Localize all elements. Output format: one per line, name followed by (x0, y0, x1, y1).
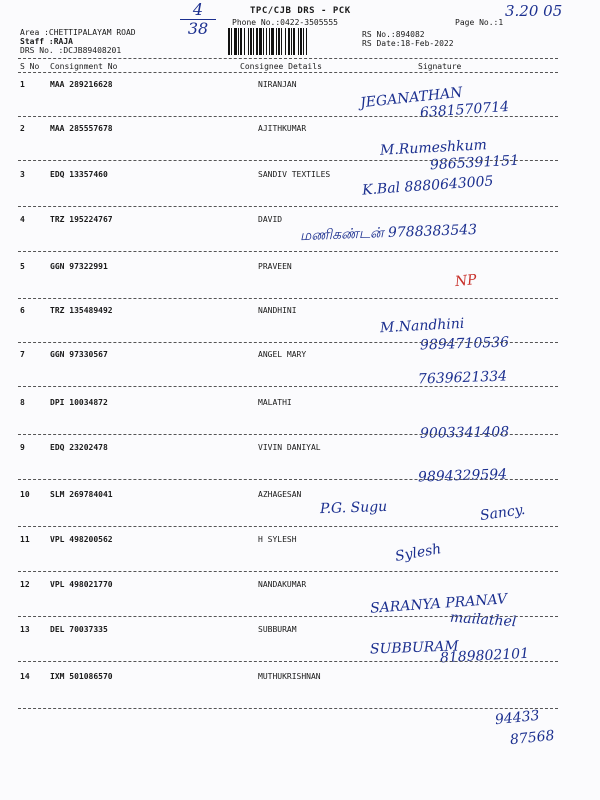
row-phone-handwritten: Sancy. (479, 501, 527, 525)
row-signature: SARANYA PRANAV (369, 591, 508, 617)
row-consignment-no: EDQ 13357460 (50, 170, 108, 179)
staff-label: Staff :RAJA (20, 37, 73, 46)
row-consignment-no: DEL 70037335 (50, 625, 108, 634)
row-phone-handwritten: 8189802101 (439, 645, 530, 667)
row-separator (18, 251, 558, 252)
row-signature: 9894329594 (417, 466, 508, 486)
area-label: Area :CHETTIPALAYAM ROAD (20, 28, 136, 37)
row-sno: 5 (20, 262, 25, 271)
row-consignment-no: MAA 289216628 (50, 80, 113, 89)
row-sno: 7 (20, 350, 25, 359)
row-consignment-no: VPL 498200562 (50, 535, 113, 544)
row-sno: 10 (20, 490, 30, 499)
row-consignment-no: EDQ 23202478 (50, 443, 108, 452)
row-sno: 6 (20, 306, 25, 315)
row-signature: P.G. Sugu (319, 498, 388, 518)
row-signature: மணிகண்டன் 9788383543 (299, 221, 478, 245)
row-signature: K.Bal 8880643005 (361, 173, 494, 199)
row-consignment-no: GGN 97322991 (50, 262, 108, 271)
row-separator (18, 661, 558, 662)
row-consignee-name: AJITHKUMAR (258, 124, 307, 133)
rs-number: RS No.:894082 (362, 30, 425, 39)
row-separator (18, 206, 558, 207)
row-signature: 9003341408 (419, 424, 510, 442)
row-separator (18, 386, 558, 387)
rs-date: RS Date:18-Feb-2022 (362, 39, 454, 48)
row-separator (18, 616, 558, 617)
row-sno: 12 (20, 580, 30, 589)
row-consignment-no: TRZ 135489492 (50, 306, 113, 315)
row-sno: 4 (20, 215, 25, 224)
fraction-bottom: 38 (187, 19, 209, 38)
row-separator (18, 116, 558, 117)
col-consignee: Consignee Details (240, 62, 322, 71)
header-bottom-rule (18, 72, 558, 73)
row-consignee-name: AZHAGESAN (258, 490, 302, 499)
row-consignment-no: SLM 269784041 (50, 490, 113, 499)
row-sno: 1 (20, 80, 25, 89)
barcode (228, 28, 350, 55)
row-phone-handwritten: 9894710536 (419, 334, 510, 354)
row-consignee-name: PRAVEEN (258, 262, 292, 271)
row-separator (18, 479, 558, 480)
row-separator (18, 571, 558, 572)
col-consignment: Consignment No (50, 62, 118, 71)
row-consignee-name: MALATHI (258, 398, 292, 407)
row-consignee-name: MUTHUKRISHNAN (258, 672, 321, 681)
row-consignee-name: SUBBURAM (258, 625, 297, 634)
row-sno: 2 (20, 124, 25, 133)
fraction-top: 4 (192, 0, 204, 19)
row-consignment-no: DPI 10034872 (50, 398, 108, 407)
row-separator (18, 708, 558, 709)
row-consignment-no: MAA 285557678 (50, 124, 113, 133)
row-separator (18, 434, 558, 435)
row-signature: NP (454, 271, 478, 291)
row-sno: 13 (20, 625, 30, 634)
row-separator (18, 160, 558, 161)
row-phone-handwritten: 87568 (509, 727, 556, 749)
drs-number: DRS No. :DCJB89408201 (20, 46, 122, 55)
row-sno: 8 (20, 398, 25, 407)
header-top-rule (18, 58, 558, 59)
report-title: TPC/CJB DRS - PCK (250, 6, 351, 16)
row-separator (18, 342, 558, 343)
row-signature: 7639621334 (417, 368, 508, 388)
row-consignment-no: GGN 97330567 (50, 350, 108, 359)
row-sno: 14 (20, 672, 30, 681)
row-sno: 3 (20, 170, 25, 179)
row-phone-handwritten: 6381570714 (419, 98, 510, 122)
row-consignment-no: VPL 498021770 (50, 580, 113, 589)
row-consignee-name: SANDIV TEXTILES (258, 170, 331, 179)
col-sno: S No (20, 62, 40, 71)
row-consignment-no: IXM 501086570 (50, 672, 113, 681)
row-consignee-name: VIVIN DANIYAL (258, 443, 321, 452)
row-consignee-name: ANGEL MARY (258, 350, 307, 359)
row-consignee-name: NANDAKUMAR (258, 580, 307, 589)
phone-number: Phone No.:0422-3505555 (232, 18, 338, 27)
handwritten-fraction (178, 2, 218, 37)
row-consignee-name: H SYLESH (258, 535, 297, 544)
row-signature: Sylesh (393, 541, 443, 565)
row-signature: JEGANATHAN (359, 84, 464, 112)
row-separator (18, 526, 558, 527)
page-number: Page No.:1 (455, 18, 504, 27)
handwritten-corner-note: 3.20 05 (505, 2, 563, 20)
row-signature: SUBBURAM (369, 638, 460, 658)
barcode-bar (307, 28, 310, 55)
row-consignment-no: TRZ 195224767 (50, 215, 113, 224)
row-separator (18, 298, 558, 299)
row-sno: 9 (20, 443, 25, 452)
row-consignee-name: NIRANJAN (258, 80, 297, 89)
row-signature: M.Nandhini (379, 315, 465, 337)
row-sno: 11 (20, 535, 30, 544)
row-signature: 94433 (494, 707, 541, 729)
row-phone-handwritten: mailathel (449, 609, 517, 631)
row-phone-handwritten: 9865391151 (429, 152, 520, 174)
row-consignee-name: NANDHINI (258, 306, 297, 315)
col-signature: Signature (418, 62, 462, 71)
row-consignee-name: DAVID (258, 215, 283, 224)
row-signature: M.Rumeshkum (379, 137, 488, 159)
